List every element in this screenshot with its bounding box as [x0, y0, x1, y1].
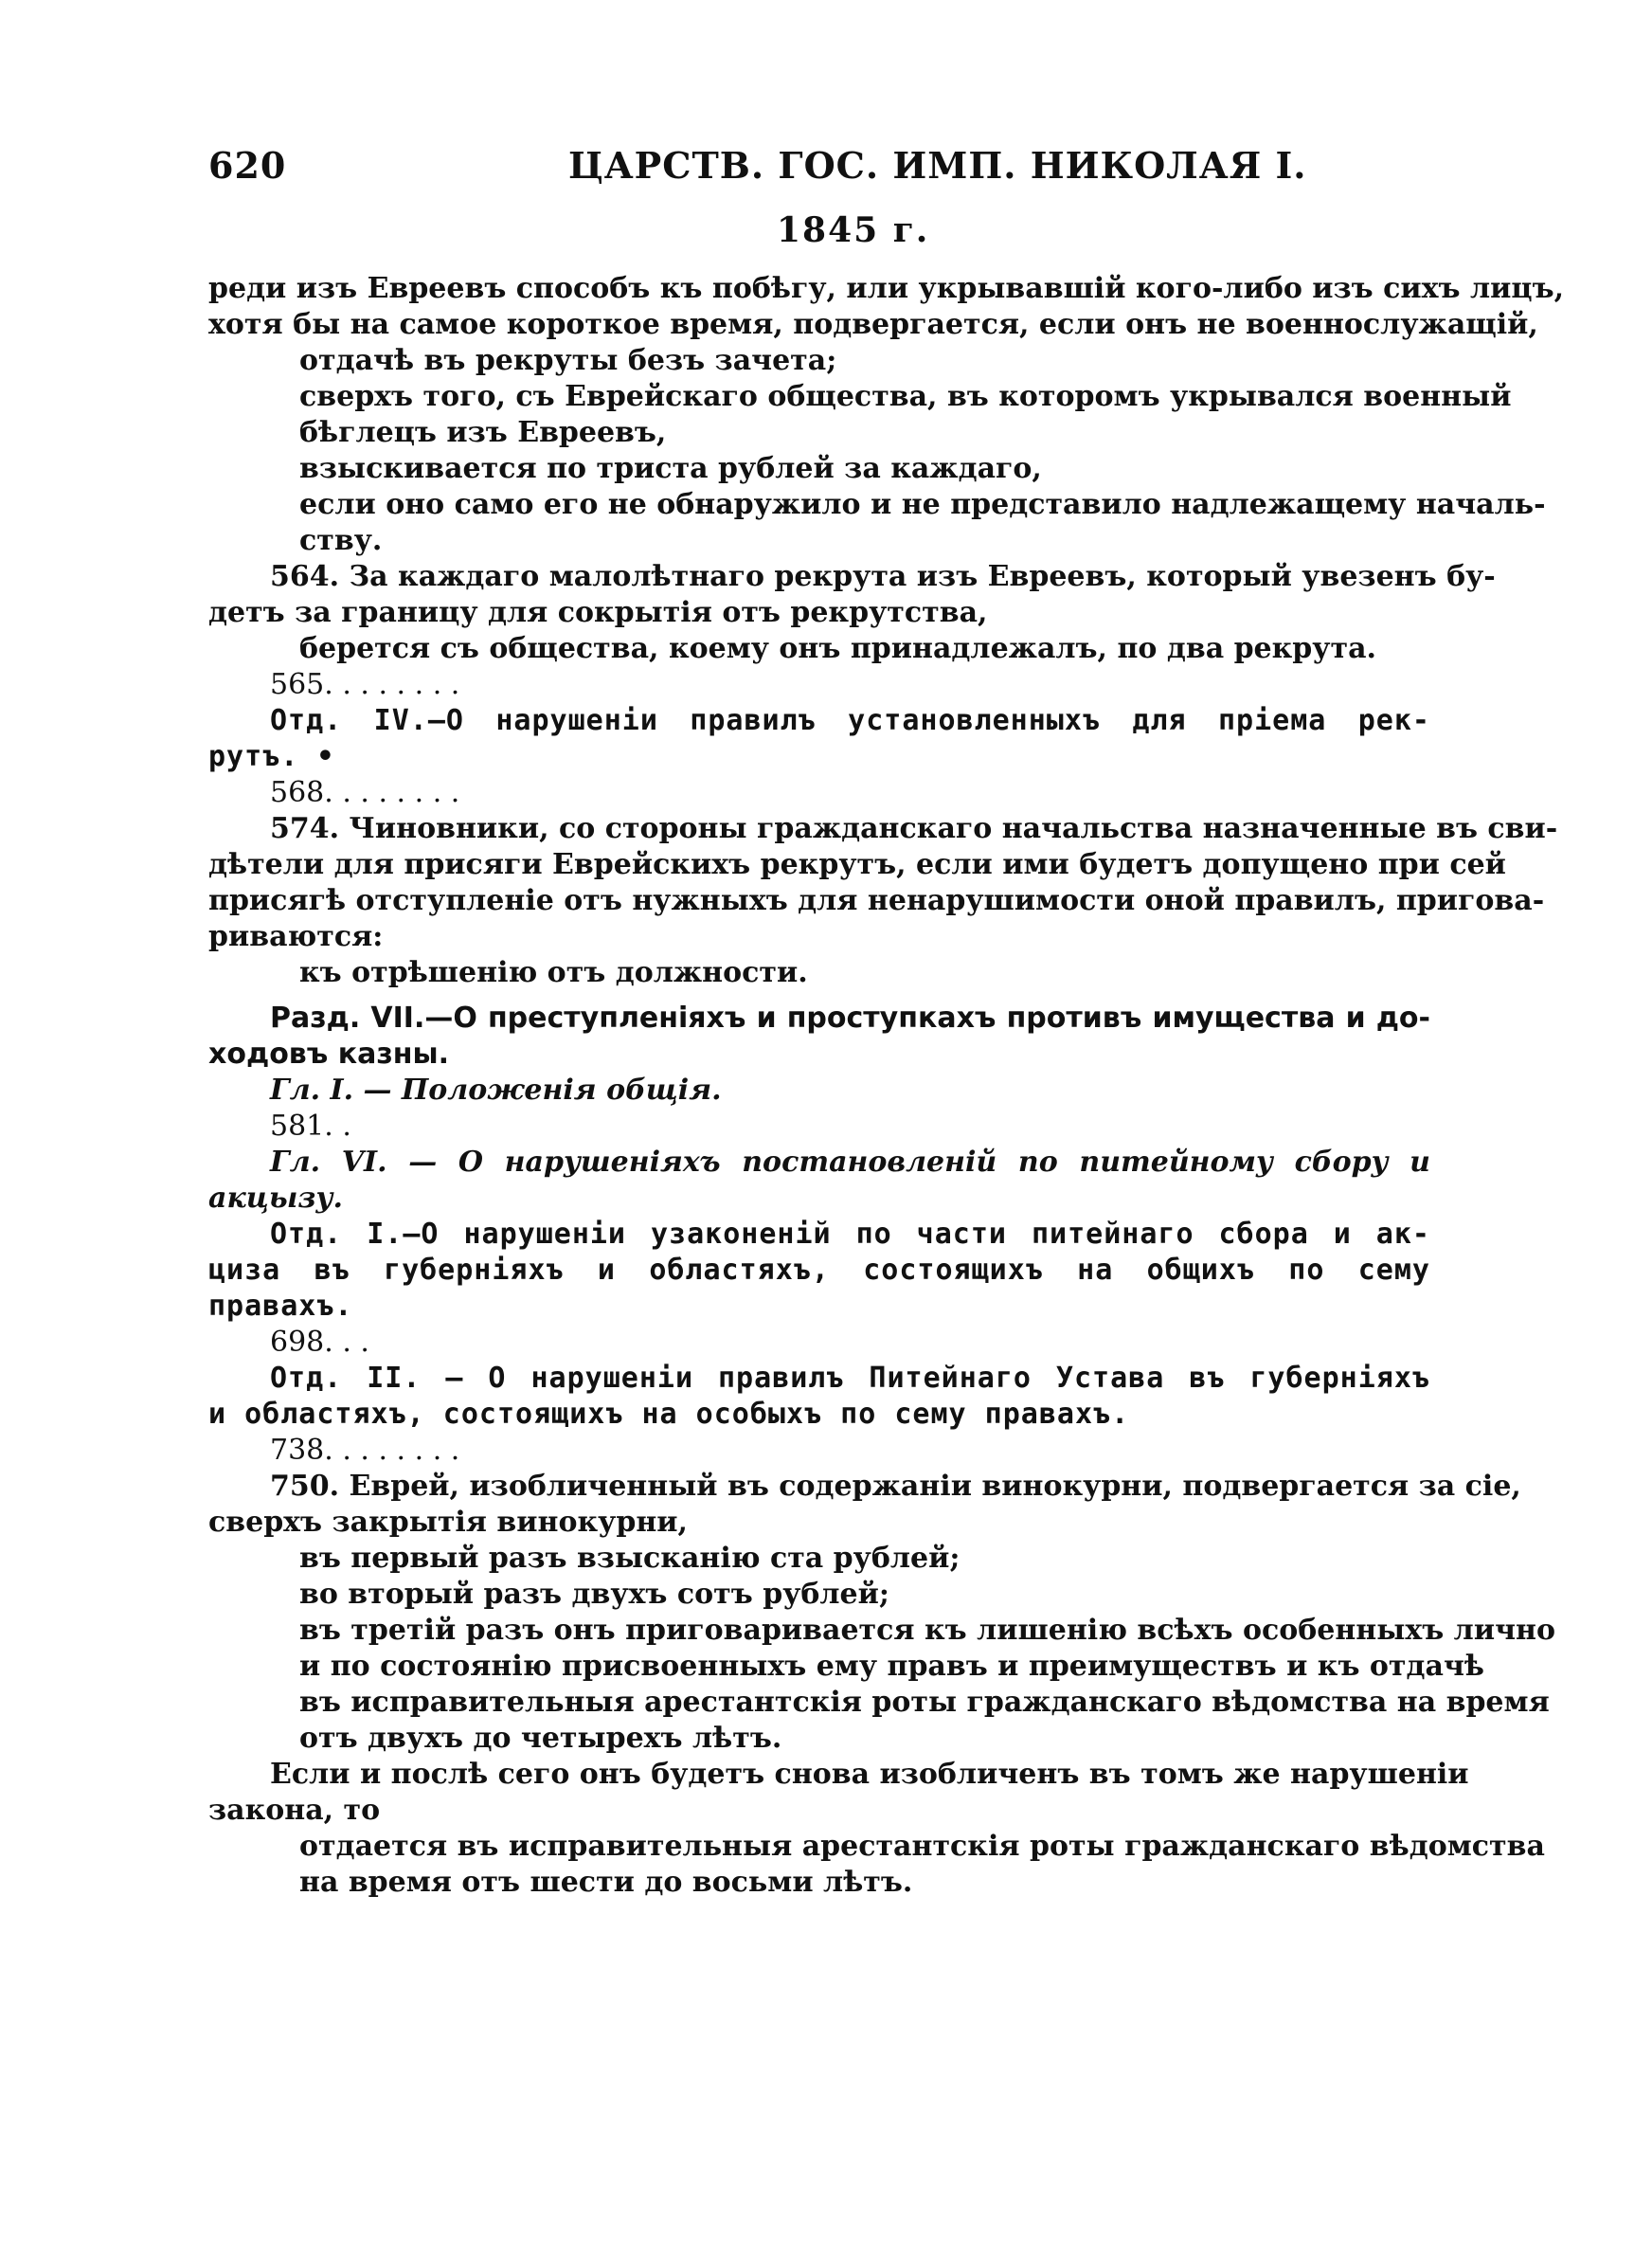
text-line: берется съ общества, коему онъ принадлежалъ, по два рекрута. — [299, 632, 1376, 665]
text-line: въ исправительныя арестантскія роты гражданскаго вѣдомства на время — [299, 1686, 1550, 1719]
text-line: присягѣ отступленіе отъ нужныхъ для ненарушимости оной правилъ, пригова- — [208, 884, 1545, 917]
section-heading: и областяхъ, состоящихъ на особыхъ по сему правахъ. — [208, 1398, 1130, 1431]
division-heading: ходовъ казны. — [208, 1038, 450, 1071]
text-line: реди изъ Евреевъ способъ къ побѣгу, или укрывавшій кого-либо изъ сихъ лицъ, — [208, 272, 1565, 305]
text-line: детъ за границу для сокрытія отъ рекрутства, — [208, 596, 988, 629]
document-body — [208, 271, 1565, 1901]
text-line: въ третій разъ онъ приговаривается къ лишенію всѣхъ особенныхъ лично — [299, 1614, 1556, 1647]
section-heading: Отд. II. — О нарушеніи правилъ Питейнаго Устава въ губерніяхъ — [270, 1362, 1430, 1395]
chapter-heading-text: Гл. I. — Положенія общія. — [270, 1074, 722, 1107]
text-line: взыскивается по триста рублей за каждаго, — [299, 452, 1042, 485]
text-line: если оно само его не обнаружило и не представило надлежащему началь- — [299, 488, 1546, 521]
text-line: бѣглецъ изъ Евреевъ, — [299, 416, 667, 449]
text-line: отдается въ исправительныя арестантскія роты гражданскаго вѣдомства — [299, 1830, 1545, 1863]
article-564: 564. За каждаго малолѣтнаго рекрута изъ Евреевъ, который увезенъ бу- — [270, 560, 1496, 593]
division-heading: Разд. VII.—О преступленіяхъ и проступкахъ противъ имущества и до- — [270, 1002, 1430, 1035]
text-line: Если и послѣ сего онъ будетъ снова изобличенъ въ томъ же нарушеніи — [270, 1758, 1469, 1791]
article-738: 738. . . . . . . . — [270, 1434, 460, 1467]
year-heading: 1845 г. — [777, 210, 930, 250]
article-698: 698. . . — [270, 1326, 369, 1359]
text-line: отъ двухъ до четырехъ лѣтъ. — [299, 1722, 782, 1755]
section-heading: циза въ губерніяхъ и областяхъ, состоящихъ на общихъ по сему — [208, 1254, 1430, 1287]
text-line: дѣтели для присяги Еврейскихъ рекрутъ, если ими будетъ допущено при сей — [208, 848, 1506, 881]
text-line: на время отъ шести до восьми лѣтъ. — [299, 1866, 913, 1899]
article-574: 574. Чиновники, со стороны гражданскаго начальства назначенные въ сви- — [270, 812, 1558, 845]
text-line: сверхъ закрытія винокурни, — [208, 1506, 688, 1539]
section-heading: Отд. IV.—О нарушеніи правилъ установленныхъ для пріема рек- — [270, 704, 1430, 737]
text-line: къ отрѣшенію отъ должности. — [299, 956, 808, 989]
text-line: въ первый разъ взысканію ста рублей; — [299, 1542, 961, 1575]
chapter-heading — [208, 1073, 1430, 1109]
section-heading: рутъ. • — [208, 740, 335, 773]
section-heading: правахъ. — [208, 1290, 353, 1323]
page-header — [208, 144, 1440, 201]
chapter-heading: акцызу. — [208, 1182, 343, 1215]
article-565: 565. . . . . . . . — [270, 668, 460, 701]
text-line: отдачѣ въ рекруты безъ зачета; — [299, 344, 837, 377]
page-number: 620 — [208, 144, 287, 187]
text-line: ству. — [299, 524, 383, 557]
article-581: 581. . — [270, 1110, 351, 1143]
article-568: 568. . . . . . . . — [270, 776, 460, 809]
chapter-heading: Гл. VI. — О нарушеніяхъ постановленій по питейному сбору и — [270, 1146, 1430, 1179]
text-line: и по состоянію присвоенныхъ ему правъ и преимуществъ и къ отдачѣ — [299, 1650, 1485, 1683]
text-line: во вторый разъ двухъ сотъ рублей; — [299, 1578, 889, 1611]
article-750: 750. Еврей, изобличенный въ содержаніи винокурни, подвергается за сіе, — [270, 1470, 1521, 1503]
text-line: риваются: — [208, 920, 384, 953]
running-title: ЦАРСТВ. ГОС. ИМП. НИКОЛАЯ I. — [568, 144, 1307, 187]
text-line: хотя бы на самое короткое время, подвергается, если онъ не военнослужащій, — [208, 308, 1538, 341]
text-line: сверхъ того, съ Еврейскаго общества, въ которомъ укрывался военный — [299, 380, 1512, 413]
text-line: закона, то — [208, 1794, 381, 1827]
section-heading: Отд. I.—О нарушеніи узаконеній по части питейнаго сбора и ак- — [270, 1218, 1430, 1251]
